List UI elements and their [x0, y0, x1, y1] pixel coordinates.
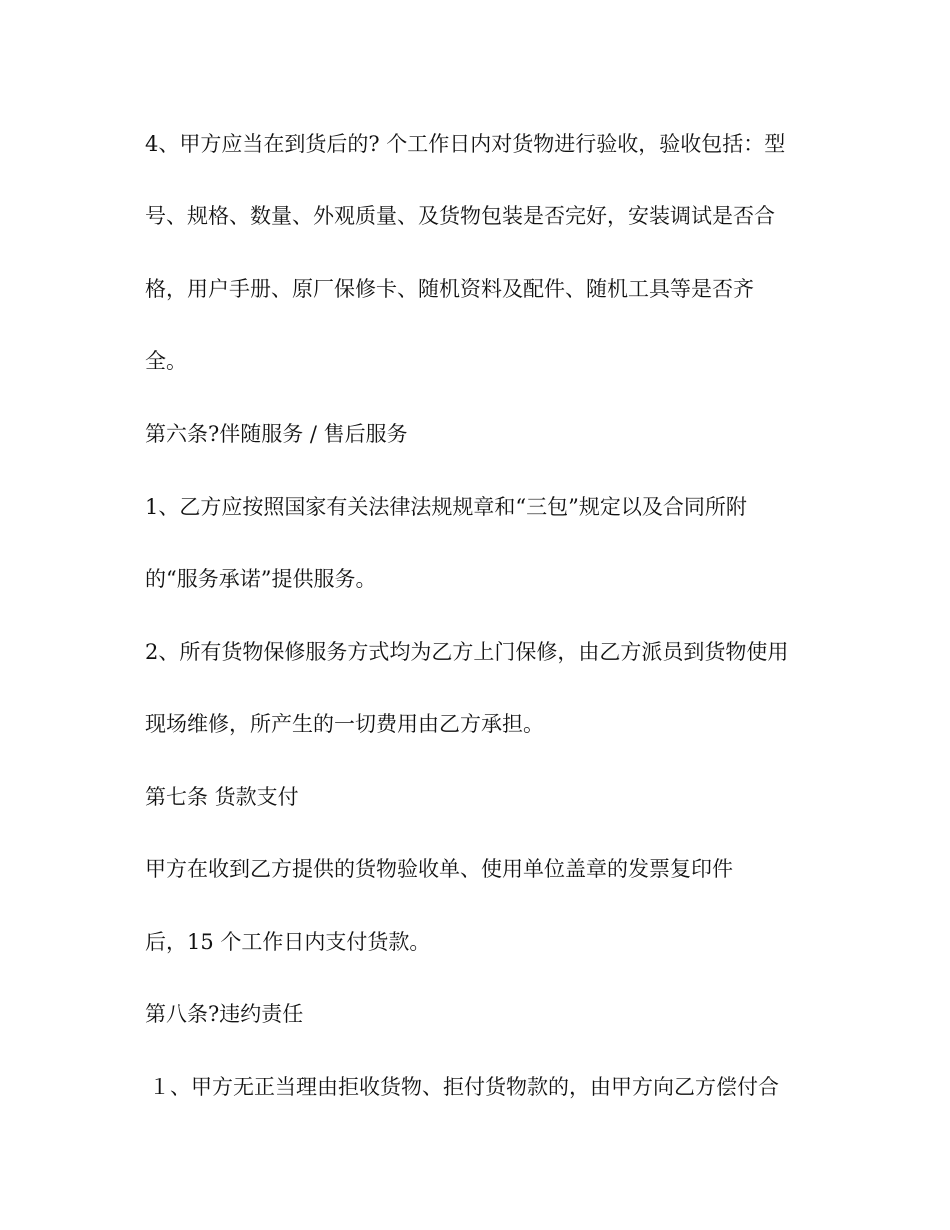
clause-5-item-4-line-4: 全。 [145, 349, 187, 373]
clause-8-item-1-line-1: １、甲方无正当理由拒收货物、拒付货物款的，由甲方向乙方偿付合 [149, 1075, 779, 1099]
clause-5-item-4-line-3: 格，用户手册、原厂保修卡、随机资料及配件、随机工具等是否齐 [145, 277, 754, 301]
clause-6-item-1-line-1: 1、乙方应按照国家有关法律法规规章和“三包”规定以及合同所附 [145, 495, 747, 519]
clause-6-item-2-line-2: 现场维修，所产生的一切费用由乙方承担。 [145, 712, 544, 736]
clause-7-heading: 第七条 货款支付 [145, 785, 299, 809]
clause-6-heading: 第六条?伴随服务 / 售后服务 [145, 422, 408, 446]
clause-5-item-4-line-1: 4、甲方应当在到货后的? 个工作日内对货物进行验收，验收包括：型 [145, 132, 786, 156]
clause-7-body-line-1: 甲方在收到乙方提供的货物验收单、使用单位盖章的发票复印件 [145, 857, 733, 881]
clause-5-item-4-line-2: 号、规格、数量、外观质量、及货物包装是否完好，安装调试是否合 [145, 204, 775, 228]
clause-6-item-1-line-2: 的“服务承诺”提供服务。 [145, 567, 377, 591]
clause-7-body-line-2: 后，15 个工作日内支付货款。 [145, 930, 431, 954]
clause-8-heading: 第八条?违约责任 [145, 1002, 304, 1026]
clause-6-item-2-line-1: 2、所有货物保修服务方式均为乙方上门保修，由乙方派员到货物使用 [145, 640, 789, 664]
